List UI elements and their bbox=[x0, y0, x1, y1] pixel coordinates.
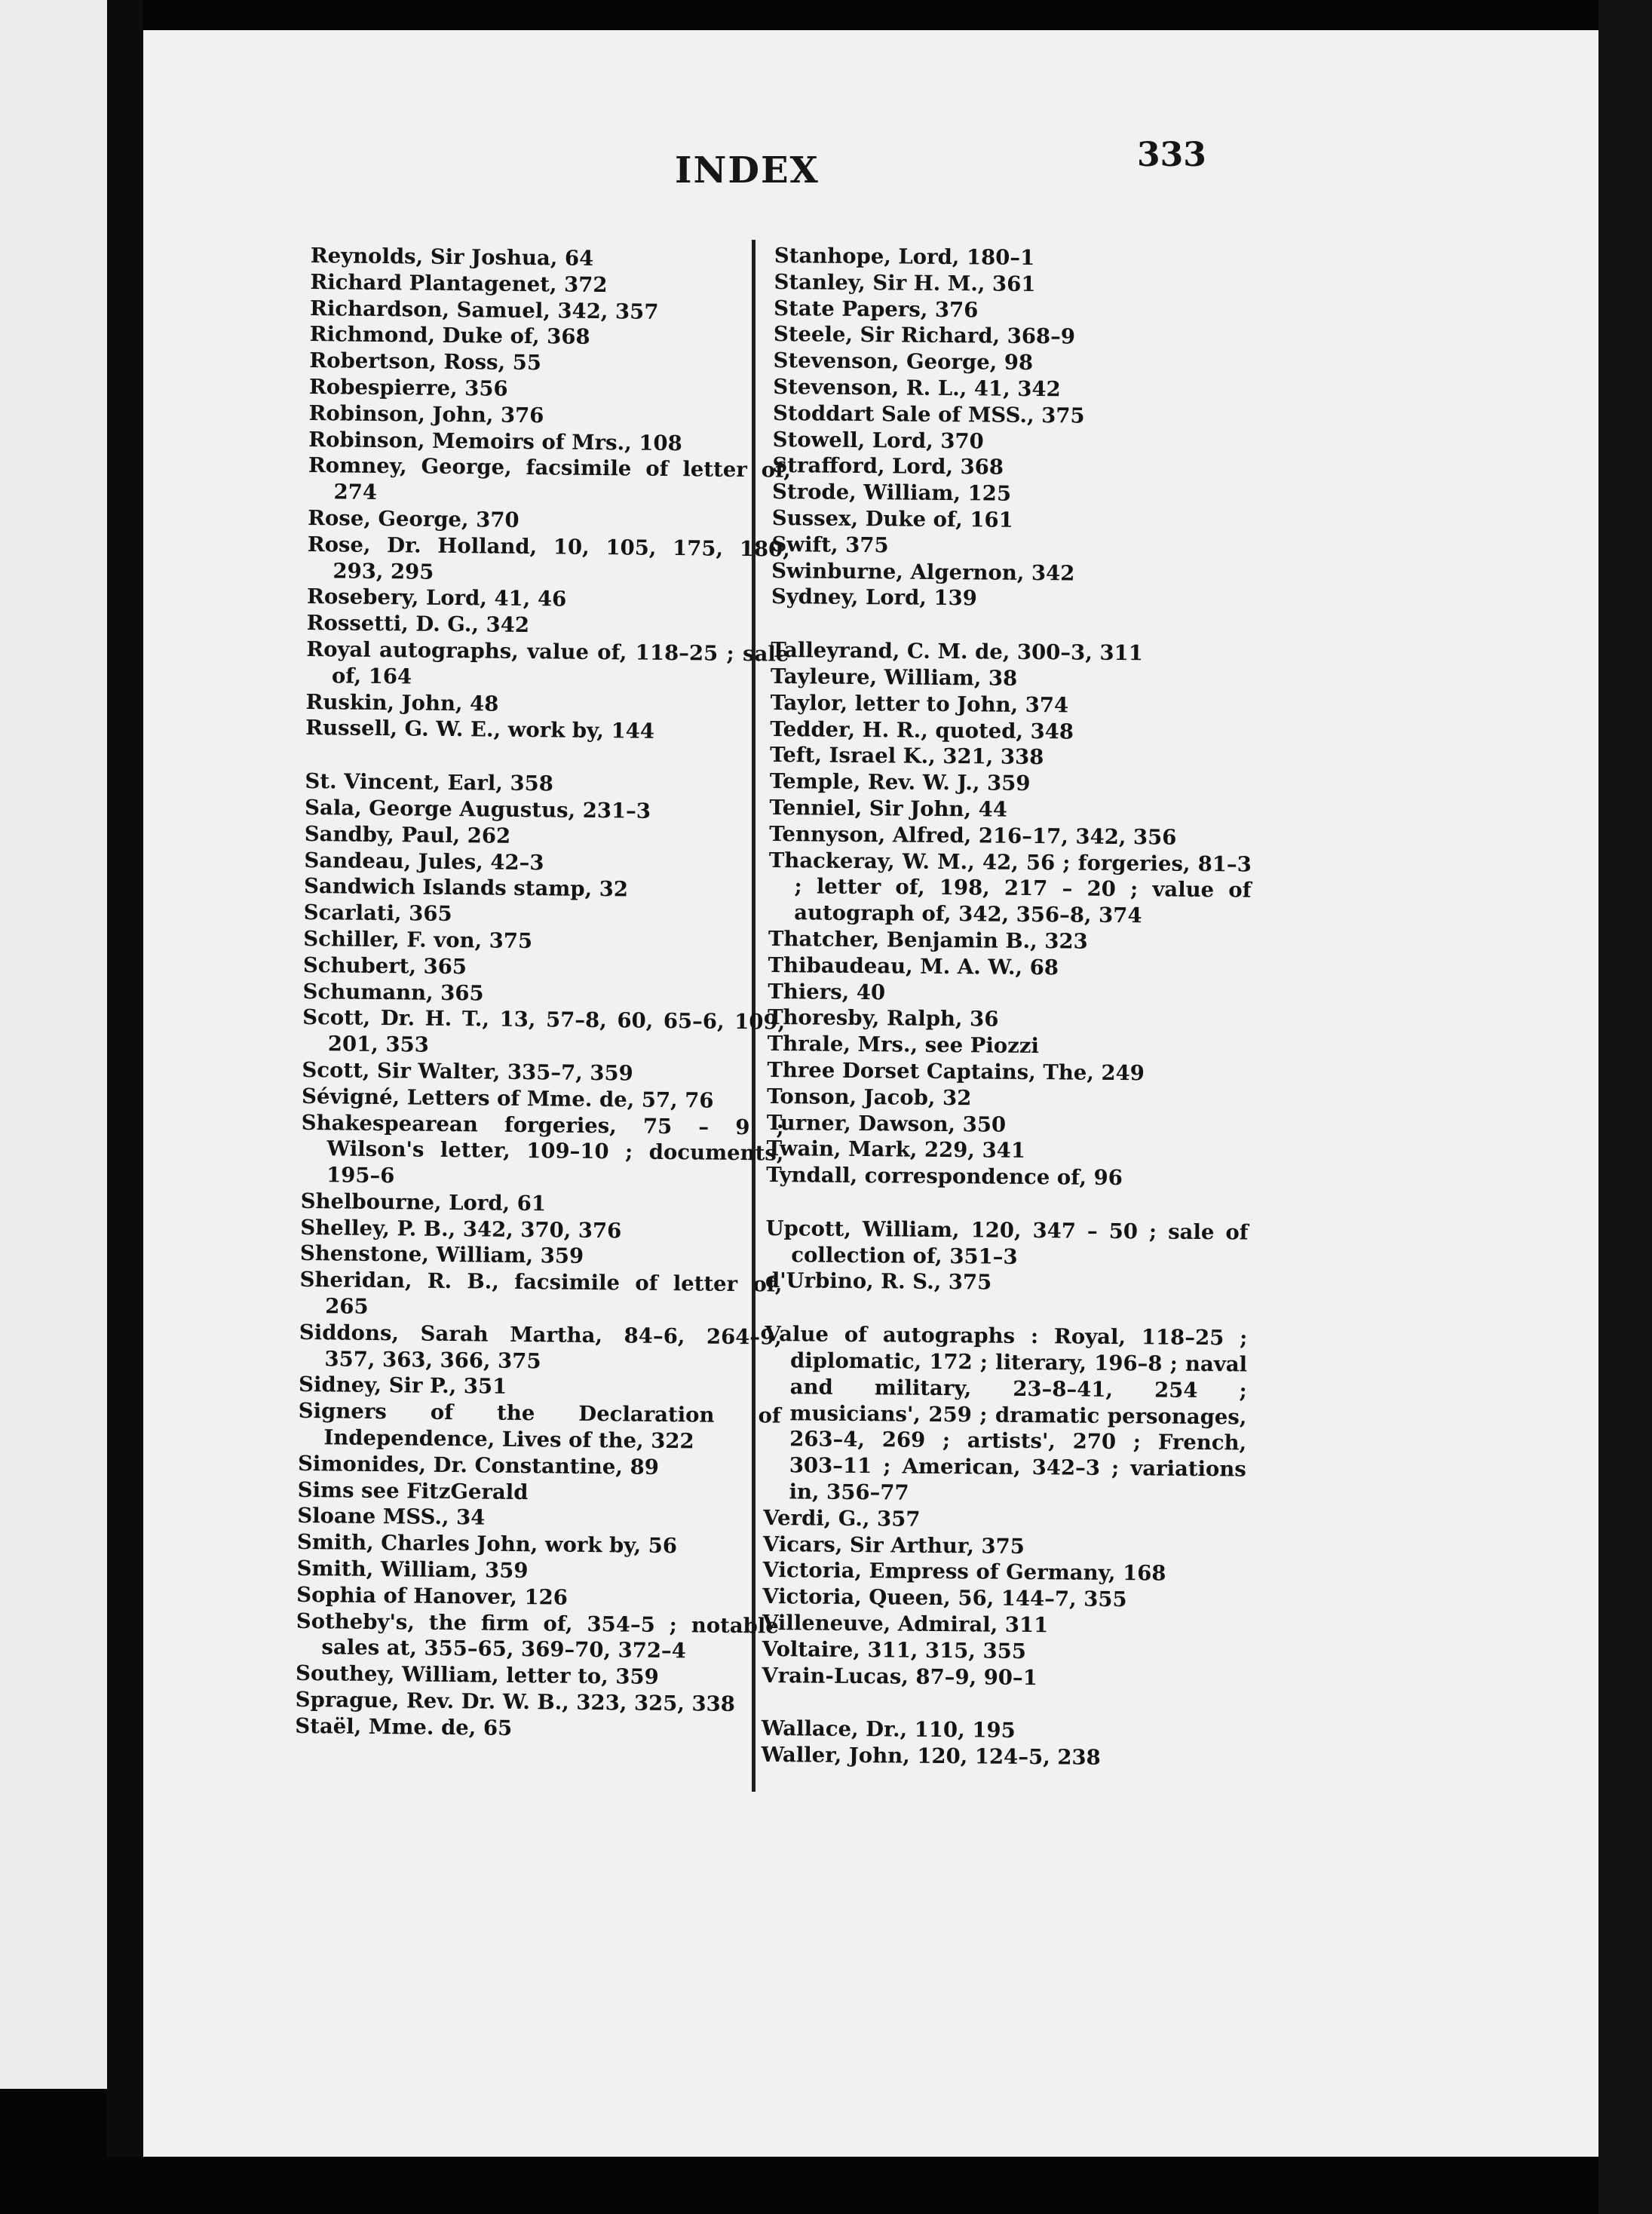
index-entry: Robertson, Ross, 55 bbox=[309, 348, 542, 376]
index-entry: Taylor, letter to John, 374 bbox=[770, 690, 1069, 718]
index-entry: Signers of the Declaration of Independence, Lives of the, 322 bbox=[298, 1399, 781, 1454]
index-entry: Simonides, Dr. Constantine, 89 bbox=[297, 1451, 659, 1480]
index-entry: Rosebery, Lord, 41, 46 bbox=[306, 584, 567, 612]
index-entry: Twain, Mark, 229, 341 bbox=[766, 1136, 1026, 1164]
index-entry: d'Urbino, R. S., 375 bbox=[765, 1268, 992, 1296]
index-entry: Siddons, Sarah Martha, 84–6, 264–9, 357, 363, 366, 375 bbox=[299, 1320, 783, 1373]
index-entry: Scott, Sir Walter, 335–7, 359 bbox=[302, 1057, 633, 1086]
index-entry: St. Vincent, Earl, 358 bbox=[305, 769, 554, 796]
index-entry: Tonson, Jacob, 32 bbox=[766, 1084, 972, 1111]
index-entry: Rossetti, D. G., 342 bbox=[306, 611, 530, 638]
index-entry: Steele, Sir Richard, 368–9 bbox=[773, 322, 1076, 349]
index-entry: Thatcher, Benjamin B., 323 bbox=[768, 926, 1088, 954]
index-entry: Rose, George, 370 bbox=[308, 505, 520, 532]
index-column-right bbox=[761, 243, 1257, 1773]
left-page-edge bbox=[0, 0, 107, 2089]
section-gap bbox=[766, 1188, 1249, 1220]
index-entry: Russell, G. W. E., work by, 144 bbox=[305, 716, 655, 744]
index-entry: Sprague, Rev. Dr. W. B., 323, 325, 338 bbox=[295, 1687, 736, 1717]
index-entry: Romney, George, facsimile of letter of, 274 bbox=[308, 453, 792, 505]
index-entry: Shakespearean forgeries, 75 – 9 ; Wilson's letter, 109–10 ; documents, 195–6 bbox=[301, 1110, 784, 1188]
section-gap bbox=[765, 1294, 1248, 1326]
index-entry: Stoddart Sale of MSS., 375 bbox=[772, 400, 1085, 428]
index-entry: Sheridan, R. B., facsimile of letter of, 265 bbox=[299, 1268, 783, 1319]
index-entry: Tedder, H. R., quoted, 348 bbox=[770, 716, 1074, 744]
index-entry: Rose, Dr. Holland, 10, 105, 175, 180, 293, 295 bbox=[307, 532, 790, 584]
index-entry: Villeneuve, Admiral, 311 bbox=[762, 1610, 1049, 1638]
index-entry: Verdi, G., 357 bbox=[763, 1505, 921, 1532]
index-entry: Tayleure, William, 38 bbox=[770, 664, 1018, 691]
index-entry: Reynolds, Sir Joshua, 64 bbox=[310, 243, 594, 271]
index-entry: Sandby, Paul, 262 bbox=[304, 821, 511, 848]
index-entry: Southey, William, letter to, 359 bbox=[295, 1661, 659, 1690]
index-entry: Shenstone, William, 359 bbox=[299, 1241, 584, 1269]
index-entry: Voltaire, 311, 315, 355 bbox=[762, 1636, 1027, 1664]
index-entry: Sotheby's, the firm of, 354–5 ; notable sales at, 355–65, 369–70, 372–4 bbox=[296, 1608, 779, 1664]
index-entry: Three Dorset Captains, The, 249 bbox=[767, 1057, 1145, 1086]
index-entry: Shelley, P. B., 342, 370, 376 bbox=[300, 1215, 622, 1243]
index-entry: Sandwich Islands stamp, 32 bbox=[303, 874, 629, 902]
index-entry: Temple, Rev. W. J., 359 bbox=[769, 769, 1031, 796]
index-entry: Schiller, F. von, 375 bbox=[303, 926, 533, 954]
page-number: 333 bbox=[1137, 136, 1206, 174]
index-entry: State Papers, 376 bbox=[774, 296, 979, 322]
index-entry: Sydney, Lord, 139 bbox=[771, 584, 978, 611]
index-entry: Sala, George Augustus, 231–3 bbox=[304, 795, 651, 823]
index-entry: Sloane MSS., 34 bbox=[297, 1504, 486, 1530]
index-entry: Richardson, Samuel, 342, 357 bbox=[309, 296, 659, 324]
index-entry: Stanley, Sir H. M., 361 bbox=[774, 269, 1036, 296]
index-entry: Thrale, Mrs., see Piozzi bbox=[767, 1032, 1040, 1059]
index-entry: Robespierre, 356 bbox=[308, 374, 508, 401]
index-entry: Teft, Israel K., 321, 338 bbox=[769, 743, 1044, 770]
index-entry: Swift, 375 bbox=[771, 532, 889, 558]
index-entry: Talleyrand, C. M. de, 300–3, 311 bbox=[771, 638, 1143, 666]
index-entry: Robinson, John, 376 bbox=[308, 400, 544, 428]
right-page-edge bbox=[1598, 0, 1652, 2214]
index-entry: Schubert, 365 bbox=[302, 952, 467, 979]
index-entry: Wallace, Dr., 110, 195 bbox=[761, 1716, 1016, 1743]
index-entry: Ruskin, John, 48 bbox=[305, 689, 499, 716]
index-entry: Victoria, Queen, 56, 144–7, 355 bbox=[762, 1584, 1127, 1612]
index-entry: Thackeray, W. M., 42, 56 ; forgeries, 81–3 ; letter of, 198, 217 – 20 ; value of autograph of, 342, 356–8, 374 bbox=[768, 848, 1252, 928]
index-entry: Strafford, Lord, 368 bbox=[772, 453, 1004, 480]
index-entry: Sidney, Sir P., 351 bbox=[298, 1372, 507, 1400]
index-entry: Tenniel, Sir John, 44 bbox=[769, 795, 1008, 822]
index-entry: Tyndall, correspondence of, 96 bbox=[766, 1163, 1123, 1191]
index-entry: Vrain-Lucas, 87–9, 90–1 bbox=[762, 1663, 1038, 1690]
index-column-left bbox=[295, 243, 793, 1744]
index-entry: Smith, Charles John, work by, 56 bbox=[296, 1530, 678, 1559]
index-entry: Value of autographs : Royal, 118–25 ; diplomatic, 172 ; literary, 196–8 ; naval and military, 23–8–41, 254 ; musicians', 259 ; dramatic personages, 263–4, 269 ; artists', 270 ; French, 303–11 ; American, 342–3 ; variations in, 356–77 bbox=[765, 1322, 1248, 1505]
section-gap bbox=[762, 1688, 1244, 1720]
index-entry: Waller, John, 120, 124–5, 238 bbox=[761, 1743, 1101, 1771]
section-gap bbox=[771, 610, 1253, 642]
index-entry: Scarlati, 365 bbox=[303, 900, 452, 927]
index-entry: Victoria, Empress of Germany, 168 bbox=[762, 1558, 1166, 1587]
index-entry: Strode, William, 125 bbox=[771, 480, 1012, 506]
index-entry: Stevenson, George, 98 bbox=[773, 348, 1034, 376]
index-entry: Thoresby, Ralph, 36 bbox=[767, 1005, 999, 1032]
index-entry: Sophia of Hanover, 126 bbox=[296, 1582, 569, 1610]
index-entry: Royal autographs, value of, 118–25 ; sale of, 164 bbox=[306, 636, 789, 689]
index-entry: Vicars, Sir Arthur, 375 bbox=[762, 1532, 1025, 1559]
index-entry: Staël, Mme. de, 65 bbox=[295, 1713, 513, 1740]
index-entry: Thibaudeau, M. A. W., 68 bbox=[768, 952, 1059, 980]
index-entry: Richmond, Duke of, 368 bbox=[309, 322, 590, 350]
index-entry: Stowell, Lord, 370 bbox=[772, 427, 984, 454]
index-entry: Robinson, Memoirs of Mrs., 108 bbox=[308, 427, 682, 455]
index-entry: Stanhope, Lord, 180–1 bbox=[774, 243, 1035, 271]
index-entry: Sévigné, Letters of Mme. de, 57, 76 bbox=[301, 1084, 714, 1113]
index-entry: Sussex, Duke of, 161 bbox=[771, 505, 1013, 532]
index-entry: Swinburne, Algernon, 342 bbox=[771, 558, 1075, 586]
index-entry: Schumann, 365 bbox=[302, 979, 484, 1005]
index-entry: Smith, William, 359 bbox=[296, 1556, 529, 1584]
index-entry: Turner, Dawson, 350 bbox=[766, 1110, 1007, 1137]
index-entry: Sandeau, Jules, 42–3 bbox=[304, 848, 544, 875]
book-gutter bbox=[107, 0, 143, 2157]
index-entry: Upcott, William, 120, 347 – 50 ; sale of collection of, 351–3 bbox=[765, 1216, 1249, 1269]
index-entry: Sims see FitzGerald bbox=[297, 1477, 529, 1504]
index-entry: Thiers, 40 bbox=[768, 979, 886, 1004]
index-entry: Stevenson, R. L., 41, 342 bbox=[773, 374, 1061, 402]
index-entry: Tennyson, Alfred, 216–17, 342, 356 bbox=[769, 821, 1177, 850]
index-entry: Shelbourne, Lord, 61 bbox=[300, 1188, 547, 1216]
index-entry: Richard Plantagenet, 372 bbox=[310, 269, 608, 297]
page-title: INDEX bbox=[675, 149, 820, 192]
index-entry: Scott, Dr. H. T., 13, 57–8, 60, 65–6, 109, 201, 353 bbox=[302, 1005, 786, 1057]
